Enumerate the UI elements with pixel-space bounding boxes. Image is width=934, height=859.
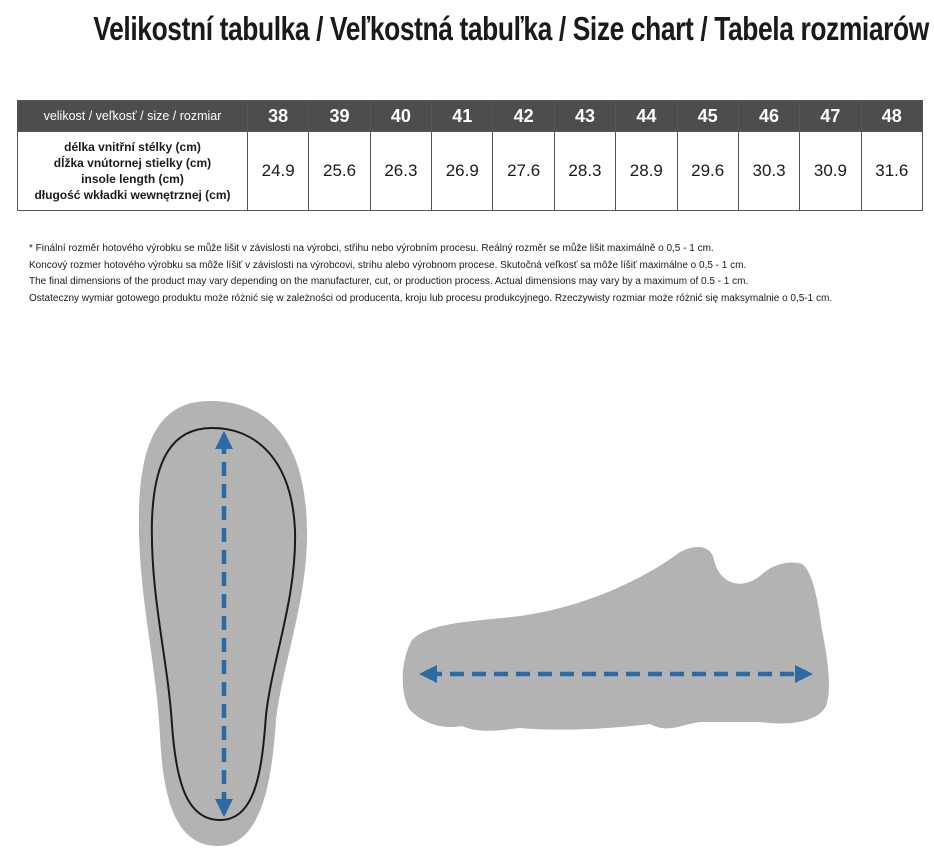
insole-length-cell: 27.6 xyxy=(493,132,554,211)
note-line-pl: Ostateczny wymiar gotowego produktu może różnić się w zależności od producenta, kroju lub procesu produkcyjnego. Rzeczywisty rozmiar może różnić się maksymalnie o 0,5-1 cm. xyxy=(29,292,833,304)
insole-length-cell: 24.9 xyxy=(248,132,309,211)
page-title: Velikostní tabulka / Veľkostná tabuľka / Size chart / Tabela rozmiarów xyxy=(93,10,929,47)
size-cell: 40 xyxy=(370,101,431,132)
insole-length-cell: 26.9 xyxy=(432,132,493,211)
size-cell: 48 xyxy=(861,101,922,132)
note-line-en: The final dimensions of the product may vary depending on the manufacturer, cut, or production process. Actual dimensions may vary by a maximum of 0.5 - 1 cm. xyxy=(29,276,749,287)
insole-length-cell: 26.3 xyxy=(370,132,431,211)
size-cell: 47 xyxy=(800,101,861,132)
insole-icon xyxy=(139,401,307,846)
insole-length-cell: 28.3 xyxy=(554,132,615,211)
size-cell: 41 xyxy=(432,101,493,132)
size-cell: 46 xyxy=(738,101,799,132)
insole-length-cell: 30.9 xyxy=(800,132,861,211)
size-cell: 39 xyxy=(309,101,370,132)
insole-length-cell: 30.3 xyxy=(738,132,799,211)
insole-length-cell: 31.6 xyxy=(861,132,922,211)
row-label-line: dĺžka vnútornej stielky (cm) xyxy=(53,156,212,170)
size-cell: 43 xyxy=(554,101,615,132)
note-line-cs: * Finální rozměr hotového výrobku se může lišit v závislosti na výrobci, střihu nebo výrobním procesu. Reálný rozměr se může lišit maximálně o 0,5 - 1 cm. xyxy=(29,243,714,254)
insole-length-cell: 25.6 xyxy=(309,132,370,211)
size-cell: 44 xyxy=(616,101,677,132)
row-label-line: délka vnitřní stélky (cm) xyxy=(64,140,201,154)
note-line-sk: Koncový rozmer hotového výrobku sa môže líšiť v závislosti na výrobcovi, strihu alebo výrobnom procese. Skutočná veľkosť sa môže líšiť maximálne o 0,5 - 1 cm. xyxy=(29,259,747,271)
size-cell: 42 xyxy=(493,101,554,132)
shoe-side-icon xyxy=(403,547,829,731)
size-cell: 38 xyxy=(248,101,309,132)
insole-length-cell: 29.6 xyxy=(677,132,738,211)
size-header-label: velikost / veľkosť / size / rozmiar xyxy=(18,101,248,132)
row-label-line: insole length (cm) xyxy=(81,172,184,186)
insole-length-cell: 28.9 xyxy=(616,132,677,211)
shoe-silhouette xyxy=(403,547,829,731)
row-label-line: długość wkładki wewnętrznej (cm) xyxy=(34,188,231,202)
size-cell: 45 xyxy=(677,101,738,132)
